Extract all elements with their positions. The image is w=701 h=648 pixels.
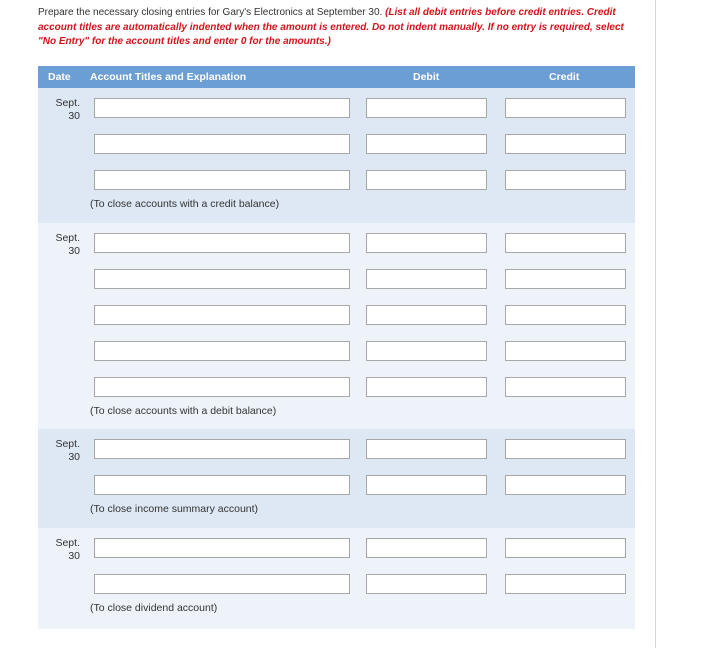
debit-input[interactable] (366, 233, 487, 253)
debit-input[interactable] (366, 475, 487, 495)
debit-input[interactable] (366, 269, 487, 289)
table-header (38, 66, 635, 88)
debit-input[interactable] (366, 305, 487, 325)
debit-input[interactable] (366, 98, 487, 118)
entry-row (38, 269, 635, 289)
entry-row (38, 377, 635, 397)
debit-input[interactable] (366, 538, 487, 558)
account-title-input[interactable] (94, 170, 350, 190)
account-title-input[interactable] (94, 538, 350, 558)
account-title-input[interactable] (94, 341, 350, 361)
account-title-input[interactable] (94, 269, 350, 289)
journal-entry-1 (38, 88, 635, 223)
account-title-input[interactable] (94, 233, 350, 253)
debit-input[interactable] (366, 170, 487, 190)
credit-input[interactable] (505, 439, 626, 459)
debit-input[interactable] (366, 439, 487, 459)
journal-entry-table (38, 66, 635, 629)
entry-explanation: (To close accounts with a credit balance) (90, 198, 280, 210)
entry-date-month: Sept. (55, 537, 80, 549)
entry-row (38, 538, 635, 558)
journal-entry-2 (38, 223, 635, 429)
entry-date-day: 30 (68, 245, 80, 257)
account-title-input[interactable] (94, 574, 350, 594)
entry-row (38, 305, 635, 325)
entry-explanation: (To close income summary account) (90, 503, 259, 515)
debit-input[interactable] (366, 134, 487, 154)
account-title-input[interactable] (94, 377, 350, 397)
entry-date-day: 30 (68, 550, 80, 562)
entry-row (38, 475, 635, 495)
entry-date-month: Sept. (55, 97, 80, 109)
credit-input[interactable] (505, 475, 626, 495)
account-title-input[interactable] (94, 439, 350, 459)
account-title-input[interactable] (94, 98, 350, 118)
entry-row (38, 98, 635, 118)
account-title-input[interactable] (94, 305, 350, 325)
debit-input[interactable] (366, 574, 487, 594)
credit-input[interactable] (505, 538, 626, 558)
entry-row (38, 134, 635, 154)
entry-explanation: (To close accounts with a debit balance) (90, 405, 277, 417)
entry-date-day: 30 (68, 451, 80, 463)
journal-entries (38, 88, 635, 629)
page-right-border (655, 0, 656, 648)
entry-date-day: 30 (68, 110, 80, 122)
entry-row (38, 170, 635, 190)
header-credit: Credit (549, 71, 580, 83)
header-account-titles: Account Titles and Explanation (90, 71, 247, 83)
entry-row (38, 233, 635, 253)
credit-input[interactable] (505, 574, 626, 594)
credit-input[interactable] (505, 98, 626, 118)
debit-input[interactable] (366, 341, 487, 361)
credit-input[interactable] (505, 377, 626, 397)
header-debit: Debit (413, 71, 440, 83)
credit-input[interactable] (505, 305, 626, 325)
credit-input[interactable] (505, 341, 626, 361)
credit-input[interactable] (505, 269, 626, 289)
header-date: Date (48, 71, 71, 83)
instructions-text: Prepare the necessary closing entries for Gary's Electronics at September 30. (38, 7, 383, 18)
debit-input[interactable] (366, 377, 487, 397)
instructions (38, 6, 638, 50)
entry-explanation: (To close dividend account) (90, 602, 218, 614)
entry-row (38, 341, 635, 361)
journal-entry-3 (38, 429, 635, 528)
entry-date-month: Sept. (55, 232, 80, 244)
instructions-emphasis: (List all debit entries before credit entries. Credit account titles are automatically indented when the amount is entered. Do not indent manually. If no entry is required, select "No Entry" for the account titles and enter 0 for the amounts.) (38, 7, 624, 47)
entry-date-month: Sept. (55, 438, 80, 450)
entry-row (38, 574, 635, 594)
entry-row (38, 439, 635, 459)
account-title-input[interactable] (94, 134, 350, 154)
credit-input[interactable] (505, 170, 626, 190)
credit-input[interactable] (505, 134, 626, 154)
journal-entry-4 (38, 528, 635, 629)
credit-input[interactable] (505, 233, 626, 253)
account-title-input[interactable] (94, 475, 350, 495)
